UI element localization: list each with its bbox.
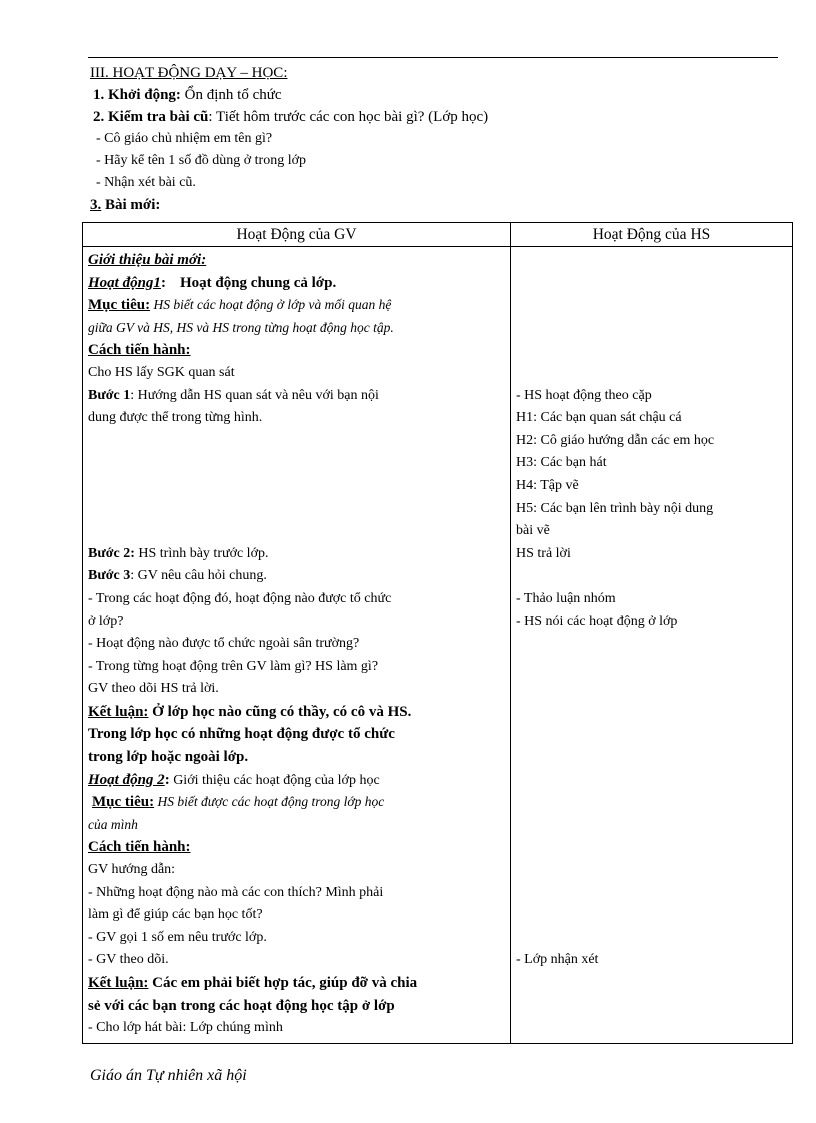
lesson-intro	[90, 62, 790, 216]
intro-heading: Giới thiệu bài mới:	[88, 252, 207, 268]
header-students: Hoạt Động của HS	[511, 223, 793, 247]
teacher-activities-cell: Giới thiệu bài mới: Hoạt động1: Hoạt động chung cả lớp. Mục tiêu: HS biết các hoạt động ở lớp và mối quan hệ giữa GV và HS, HS và HS trong từng hoạt động học tập. Cách tiến hành: Cho HS lấy SGK quan sát Bước 1: Hướng dẫn HS quan sát và nêu với bạn nội dung được thể trong từng hình. Bước 2: HS trình bày trước lớp. Bước 3: GV nêu câu hỏi chung. - Trong các hoạt động đó, hoạt động nào được tổ chức ở lớp? - Hoạt động nào được tổ chức ngoài sân trường? - Trong từng hoạt động trên GV làm gì? HS làm gì? GV theo dõi HS trả lời. Kết luận: Ở lớp học nào cũng có thầy, có cô và HS. Trong lớp học có những hoạt động được tổ chức trong lớp hoặc ngoài lớp. Hoạt động 2: Giới thiệu các hoạt động của lớp học Mục tiêu: HS biết được các hoạt động trong lớp học của mình Cách tiến hành: GV hướng dẫn: - Những hoạt động nào mà các con thích? Mình phải làm gì để giúp các bạn học tốt? - GV gọi 1 số em nêu trước lớp. - GV theo dõi. Kết luận: Các em phải biết hợp tác, giúp đỡ và chia sẻ với các bạn trong các hoạt động học tập ở lớp - Cho lớp hát bài: Lớp chúng mình	[83, 247, 511, 1044]
step-2: 2. Kiểm tra bài cũ: Tiết hôm trước các con học bài gì? (Lớp học)	[93, 109, 489, 125]
lesson-activity-table	[82, 222, 793, 1044]
step-3: 3. Bài mới:	[90, 197, 161, 213]
footer-caption: Giáo án Tự nhiên xã hội	[90, 1067, 247, 1084]
step-1: 1. Khởi động: Ổn định tổ chức	[93, 87, 282, 103]
top-rule	[88, 57, 778, 58]
objective-1: Mục tiêu: HS biết các hoạt động ở lớp và mối quan hệ	[88, 297, 392, 314]
header-teacher: Hoạt Động của GV	[83, 223, 511, 247]
review-question-2: - Hãy kể tên 1 số đồ dùng ở trong lớp	[96, 153, 306, 168]
activity-1-heading: Hoạt động1: Hoạt động chung cả lớp.	[88, 274, 337, 291]
student-activities-cell: - HS hoạt động theo cặp H1: Các bạn quan sát chậu cá H2: Cô giáo hướng dẫn các em học H3: Các bạn hát H4: Tập vẽ H5: Các bạn lên trình bày nội dung bài vẽ HS trả lời - Thảo luận nhóm - HS nói các hoạt động ở lớp - Lớp nhận xét	[511, 247, 793, 1044]
procedure-2-heading: Cách tiến hành:	[88, 839, 191, 856]
conclusion-1: Kết luận: Ở lớp học nào cũng có thầy, có cô và HS.	[88, 703, 412, 720]
section-title: III. HOẠT ĐỘNG DẠY – HỌC:	[90, 65, 288, 81]
step-b2: Bước 2: HS trình bày trước lớp.	[88, 545, 269, 561]
review-question-3: - Nhận xét bài cũ.	[96, 175, 196, 190]
objective-2: Mục tiêu: HS biết được các hoạt động trong lớp học	[92, 794, 385, 811]
conclusion-2: Kết luận: Các em phải biết hợp tác, giúp đỡ và chia	[88, 975, 418, 991]
review-question-1: - Cô giáo chủ nhiệm em tên gì?	[96, 131, 273, 146]
step-b3: Bước 3: GV nêu câu hỏi chung.	[88, 568, 267, 584]
activity-2-heading: Hoạt động 2: Giới thiệu các hoạt động của lớp học	[88, 771, 380, 788]
step-b1: Bước 1: Hướng dẫn HS quan sát và nêu với bạn nội	[88, 387, 379, 403]
procedure-1-heading: Cách tiến hành:	[88, 342, 191, 359]
